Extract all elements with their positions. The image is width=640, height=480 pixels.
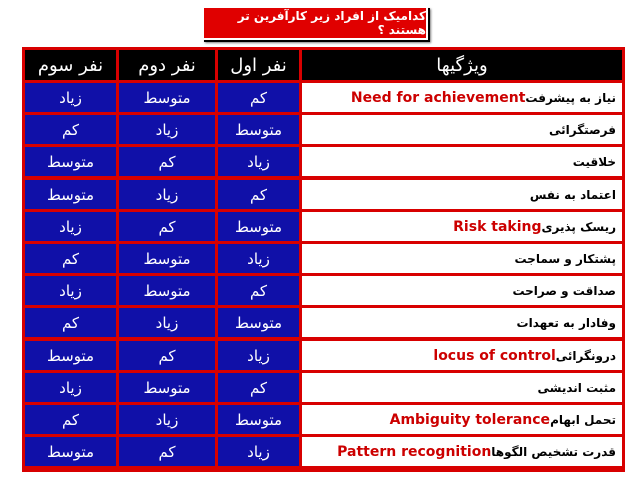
person-3-level: زیاد	[25, 83, 116, 112]
feature-cell	[302, 276, 622, 305]
feature-label: صداقت و صراحت	[512, 283, 616, 298]
feature-label: ریسک پذیری	[541, 219, 616, 234]
person-1-level: متوسط	[218, 405, 299, 434]
person-3-level: متوسط	[25, 341, 116, 370]
person-2-level: کم	[119, 147, 215, 176]
person-3-level: کم	[25, 308, 116, 337]
feature-english-term: Need for achievement	[350, 89, 526, 106]
person-2-level: متوسط	[119, 276, 215, 305]
feature-cell	[302, 180, 622, 209]
person-3-level: کم	[25, 115, 116, 144]
feature-cell	[302, 405, 622, 434]
person-1-level: کم	[218, 276, 299, 305]
feature-cell	[302, 373, 622, 402]
person-3-level: متوسط	[25, 437, 116, 466]
feature-cell	[302, 437, 622, 466]
person-1-level: کم	[218, 180, 299, 209]
header-person-1: نفر اول	[218, 50, 299, 80]
feature-cell	[302, 83, 622, 112]
feature-label: اعتماد به نفس	[529, 187, 616, 202]
person-2-level: متوسط	[119, 83, 215, 112]
feature-label: درونگرائی	[555, 348, 616, 363]
person-3-level: متوسط	[25, 180, 116, 209]
title-banner	[202, 6, 428, 40]
person-1-level: کم	[218, 373, 299, 402]
feature-label: مثبت اندیشی	[537, 380, 616, 395]
header-features: ویژگیها	[302, 50, 622, 80]
person-1-level: متوسط	[218, 212, 299, 241]
feature-label: تحمل ابهام	[550, 412, 616, 427]
person-2-level: زیاد	[119, 115, 215, 144]
header-person-2: نفر دوم	[119, 50, 215, 80]
feature-cell	[302, 341, 622, 370]
person-1-level: متوسط	[218, 308, 299, 337]
comparison-table	[22, 47, 625, 472]
feature-cell	[302, 308, 622, 337]
person-2-level: زیاد	[119, 180, 215, 209]
feature-english-term: Risk taking	[453, 218, 542, 235]
feature-cell	[302, 244, 622, 273]
person-2-level: کم	[119, 341, 215, 370]
title-text: کدامیک از افراد زیر کارآفرین تر هستند ؟	[237, 9, 426, 37]
person-1-level: زیاد	[218, 147, 299, 176]
header-person-3: نفر سوم	[25, 50, 116, 80]
feature-cell	[302, 147, 622, 176]
person-3-level: زیاد	[25, 212, 116, 241]
person-3-level: کم	[25, 244, 116, 273]
person-2-level: زیاد	[119, 405, 215, 434]
person-2-level: متوسط	[119, 373, 215, 402]
person-1-level: زیاد	[218, 341, 299, 370]
person-3-level: کم	[25, 405, 116, 434]
person-2-level: کم	[119, 437, 215, 466]
person-1-level: زیاد	[218, 244, 299, 273]
feature-label: فرصتگرائی	[548, 122, 616, 137]
person-3-level: زیاد	[25, 373, 116, 402]
person-3-level: زیاد	[25, 276, 116, 305]
feature-english-term: Ambiguity tolerance	[389, 411, 551, 428]
person-2-level: متوسط	[119, 244, 215, 273]
feature-label: نیاز به پیشرفت	[525, 90, 616, 105]
person-1-level: کم	[218, 83, 299, 112]
person-2-level: زیاد	[119, 308, 215, 337]
feature-label: وفادار به تعهدات	[516, 315, 616, 330]
feature-label: پشتکار و سماجت	[514, 251, 616, 266]
feature-label: خلاقیت	[572, 154, 616, 169]
feature-english-term: locus of control	[433, 347, 556, 364]
feature-cell	[302, 212, 622, 241]
feature-cell	[302, 115, 622, 144]
person-1-level: متوسط	[218, 115, 299, 144]
person-3-level: متوسط	[25, 147, 116, 176]
person-2-level: کم	[119, 212, 215, 241]
person-1-level: زیاد	[218, 437, 299, 466]
feature-label: قدرت تشخیص الگوها	[491, 444, 616, 459]
feature-english-term: Pattern recognition	[337, 443, 492, 460]
